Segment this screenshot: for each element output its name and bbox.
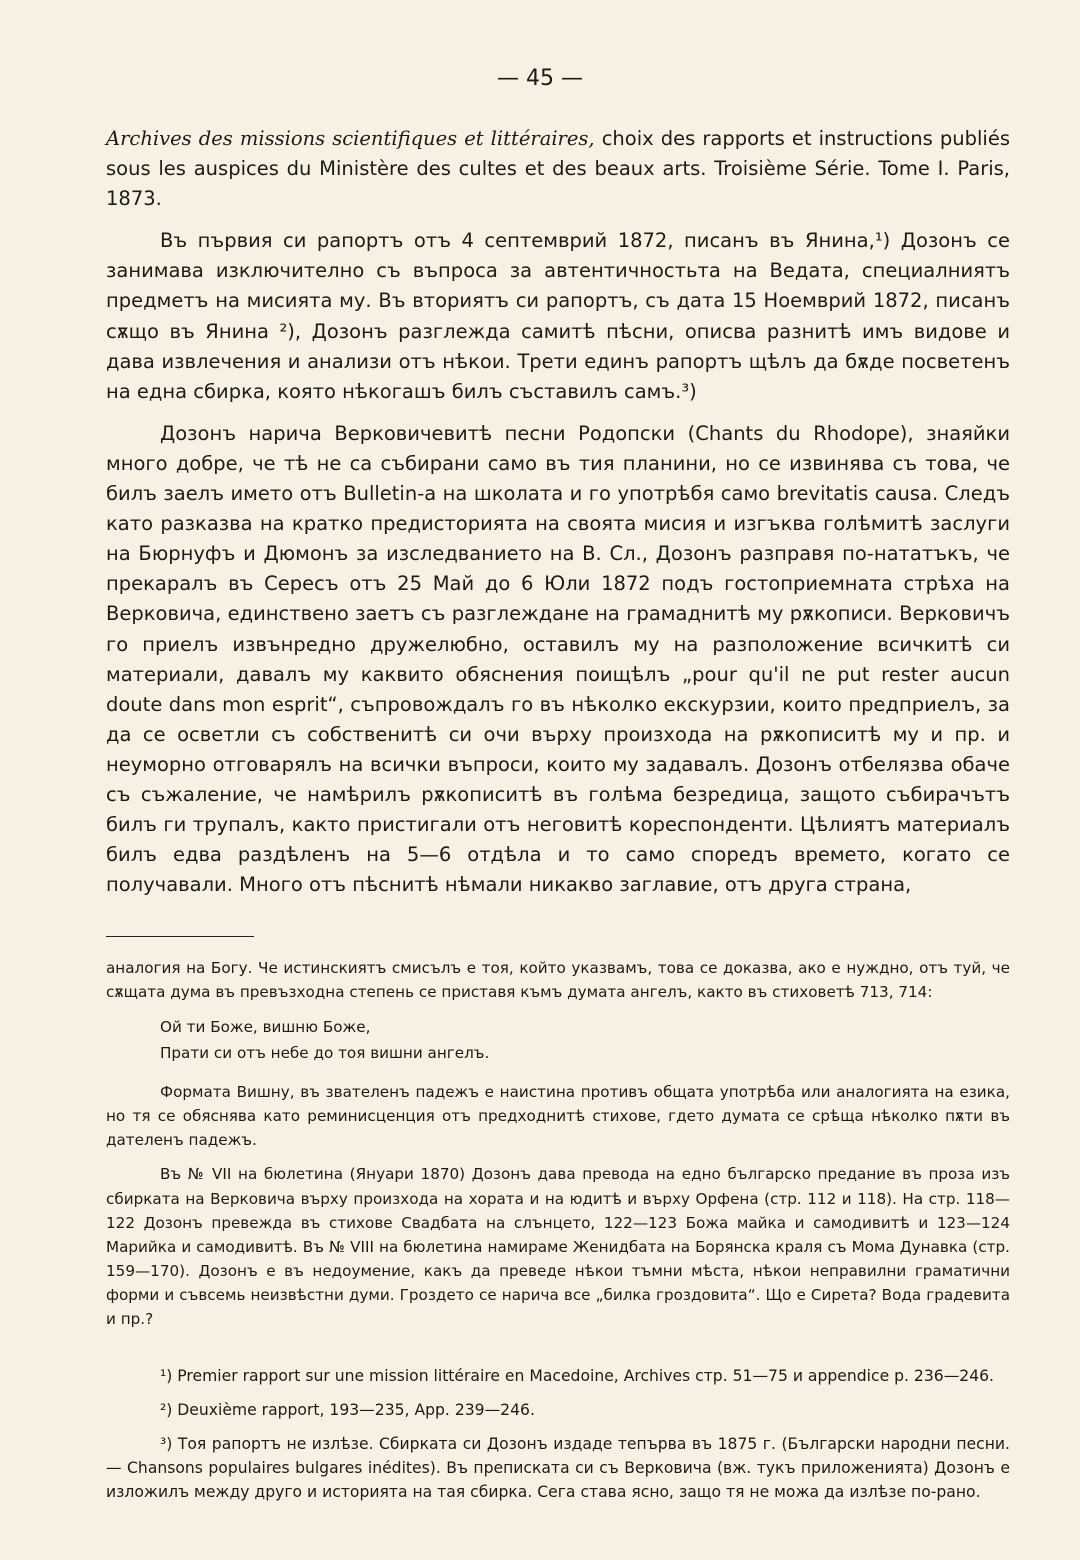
- note-vishnu-form: Формата Вишну, въ звателенъ падежъ е наистина противъ общата употрѣба или аналогията на езика, но тя се обяснява като реминисценция отъ предходнитѣ стихове, гдето думата се срѣща нѣколко пѫти въ дателенъ падежъ.: [106, 1083, 1010, 1150]
- archives-description: choix des rapports et instructions publiés sous les auspices du Ministère des cultes et des beaux arts. Troisième Série. Tome I. Paris, 1873.: [106, 127, 1011, 211]
- paragraph-dozon: Дозонъ нарича Верковичевитѣ песни Родопски (Chants du Rhodope), знаяйки много добре, че тѣ не са събирани само въ тия планини, но се извинява съ това, че билъ заелъ името отъ Bulletin-а на школата и го употрѣбя само brevitatis causa. Следъ като разказва на кратко предисторията на своята мисия и изгъква голѣмитѣ заслуги на Бюрнуфъ и Дюмонъ за изследванието на В. Сл., Дозонъ разправя по-нататъкъ, че прекаралъ въ Сересъ отъ 25 Май до 6 Юли 1872 подъ гостоприемната стрѣха на Верковича, единствено заетъ съ разглеждане на грамаднитѣ му рѫкописи. Верковичъ го приелъ извънредно дружелюбно, оставилъ му на разположение всичкитѣ си материали, давалъ му каквито обяснения поищѣлъ „pour qu'il ne put rester aucun doute dans mon esprit“, съпровождалъ го въ нѣколко екскурзии, които предприелъ, за да се осветли съ собственитѣ си очи върху произхода на рѫкописитѣ му и пр. и неуморно отговарялъ на всички въпроси, които му задавалъ. Дозонъ отбелязва обаче съ съжаление, че намѣрилъ рѫкописитѣ въ голѣма безредица, защото събирачътъ билъ ги трупалъ, както пристигали отъ неговитѣ кореспонденти. Цѣлиятъ материалъ билъ едва раздѣленъ на 5—6 отдѣла и то само споредъ времето, когато се получавали. Много отъ пѣснитѣ нѣмали никакво заглавие, отъ друга страна,: [106, 421, 1010, 897]
- paragraph-archives: [106, 124, 1010, 214]
- note-analogy: аналогия на Богу. Че истинскиятъ смисълъ е тоя, който указвамъ, това се доказва, ако е нуждно, отъ туй, че сѫщата дума въ превъзходна степень се приставя къмъ думата ангелъ, както въ стиховетѣ 713, 714:: [106, 959, 1010, 1002]
- verse-quote: [160, 1014, 1010, 1066]
- page-number: — 45 —: [497, 66, 583, 91]
- footnotes: [106, 1364, 1010, 1514]
- footnote-divider: [106, 936, 254, 937]
- footnote-1: ¹) Premier rapport sur une mission littéraire en Macedoine, Archives стр. 51—75 и appendice p. 236—246.: [160, 1367, 995, 1385]
- main-text: [106, 124, 1010, 912]
- note-bulletin: Въ № VII на бюлетина (Януари 1870) Дозонъ дава превода на едно българско предание въ проза изъ сбирката на Верковича върху произхода на хората и на юдитѣ и върху Орфена (стр. 112 и 118). На стр. 118—122 Дозонъ превежда въ стихове Свадбата на слънцето, 122—123 Божа майка и самодивитѣ и 123—124 Марийка и самодивитѣ. Въ № VIII на бюлетина намираме Женидбата на Борянска краля съ Мома Дунавка (стр. 159—170). Дозонъ е въ недоумение, какъ да преведе нѣкои тъмни мѣста, нѣкои неправилни граматични форми и съвсемь неизвѣстни думи. Гроздето се нарича все „билка гроздовита“. Що е Сирета? Вода градевита и пр.?: [106, 1165, 1010, 1329]
- notes-block: [106, 956, 1010, 1341]
- verse-line: Ой ти Боже, вишню Боже,: [160, 1018, 371, 1037]
- verse-line: Прати си отъ небе до тоя вишни ангелъ.: [160, 1044, 490, 1063]
- paragraph-reports: Въ първия си рапортъ отъ 4 септемврий 1872, писанъ въ Янина,¹) Дозонъ се занимава изключително съ въпроса за автентичностьта на Ведата, специалниятъ предметъ на мисията му. Въ вториятъ си рапортъ, съ дата 15 Ноемврий 1872, писанъ сѫщо въ Янина ²), Дозонъ разглежда самитѣ пѣсни, описва разнитѣ имъ видове и дава извлечения и анализи отъ нѣкои. Трети единъ рапортъ щѣлъ да бѫде посветенъ на една сбирка, която нѣкогашъ билъ съставилъ самъ.³): [106, 229, 1010, 403]
- archives-title: Archives des missions scientifiques et littéraires,: [106, 127, 595, 150]
- footnote-2: ²) Deuxième rapport, 193—235, App. 239—246.: [160, 1401, 535, 1419]
- footnote-3: ³) Тоя рапортъ не излѣзе. Сбирката си Дозонъ издаде тепърва въ 1875 г. (Български народни песни. — Chansons populaires bulgares inédites). Въ преписката си съ Верковича (вж. тукъ приложенията) Дозонъ е изложилъ между друго и историята на тая сбирка. Сега става ясно, защо тя не можа да излѣзе по-рано.: [106, 1435, 1010, 1501]
